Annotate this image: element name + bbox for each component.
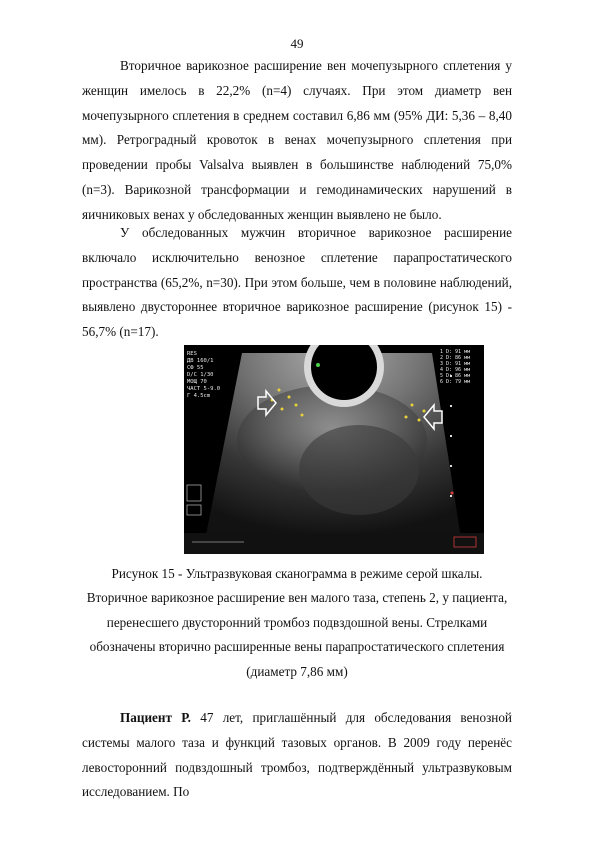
us-left-line-1: ДВ 160/1 — [187, 358, 214, 364]
us-left-line-4: МОЩ 70 — [187, 379, 207, 385]
caption-text: Вторичное варикозное расширение вен малого таза, степень 2, у пациента, перенесшего двусторонний тромбоз подвздошной вены. Стрелками обозначены вторично расширенные вены парапростатического сплетения (диаметр 7,86 мм) — [86, 590, 508, 679]
us-right-line-3: 4 D: 96 мм — [440, 367, 471, 373]
patient-text: 47 лет, приглашённый для обследования венозной системы малого таза и функций тазовых органов. В 2009 году перенёс левосторонний подвздошный тромбоз, подтверждённый ультразвуковым исследованием. По — [82, 710, 512, 800]
us-right-line-1: 2 D: 86 мм — [440, 355, 471, 361]
us-right-line-0: 1 D: 91 мм — [440, 349, 471, 355]
paragraph-patient — [82, 706, 512, 805]
ultrasound-figure — [184, 345, 484, 554]
paragraph-male-plexus: У обследованных мужчин вторичное варикозное расширение включало исключительно венозное сплетение парапростатического пространства (65,2%, n=30). При этом больше, чем в половине наблюдений, выявлено двустороннее вторичное варикозное расширение (рисунок 15) - 56,7% (n=17). — [82, 225, 512, 340]
us-right-line-5: 6 D: 79 мм — [440, 379, 471, 385]
us-left-line-3: D/C 1/30 — [187, 372, 214, 378]
us-left-line-2: СФ 55 — [187, 365, 204, 371]
us-left-line-6: Г 4.5cm — [187, 393, 211, 399]
us-left-line-5: ЧАСТ 5-9.0 — [187, 386, 221, 392]
paragraph-female-plexus: Вторичное варикозное расширение вен мочепузырного сплетения у женщин имелось в 22,2% (n=4) случаях. При этом диаметр вен мочепузырного сплетения в среднем составил 6,86 мм (95% ДИ: 5,36 – 8,40 мм). Ретроградный кровоток в венах мочепузырного сплетения при проведении пробы Valsalva выявлен в большинстве наблюдений 75,0% (n=3). Варикозной трансформации и гемодинамических нарушений в яичниковых венах у обследованных женщин выявлено не было. — [82, 58, 512, 222]
figure-caption — [82, 562, 512, 684]
us-left-line-0: RES — [187, 351, 197, 357]
patient-label: Пациент Р. — [120, 710, 191, 725]
us-right-line-4: 5 D: 86 мм — [440, 373, 471, 379]
page-number: 49 — [290, 36, 304, 51]
caption-title: Рисунок 15 - Ультразвуковая сканограмма в режиме серой шкалы. — [111, 566, 483, 581]
us-right-line-2: 3 D: 91 мм — [440, 361, 471, 367]
